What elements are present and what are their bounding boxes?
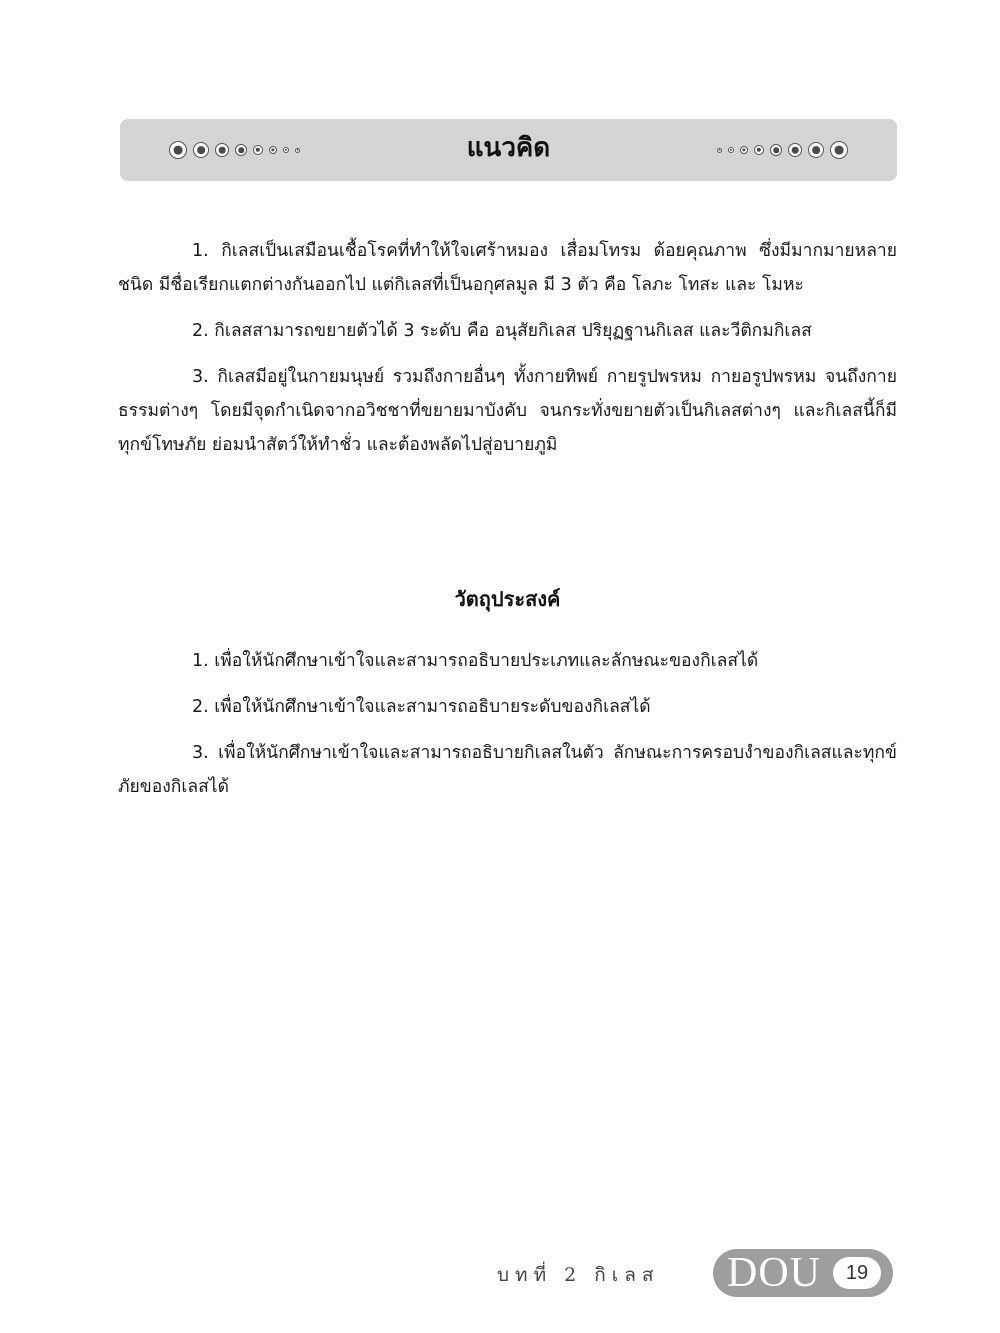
objectives-list xyxy=(118,644,897,804)
decorative-dots-right xyxy=(714,119,851,181)
section-header-bar xyxy=(120,119,897,181)
dot-icon xyxy=(808,142,824,158)
concepts-list xyxy=(118,234,897,462)
dot-icon xyxy=(770,144,782,156)
objective-item-3: 3. เพื่อให้นักศึกษาเข้าใจและสามารถอธิบายกิเลสในตัว ลักษณะการครอบงำของกิเลสและทุกข์ภัยของกิเลสได้ xyxy=(118,743,897,797)
section-title-objectives: วัตถุประสงค์ xyxy=(454,587,561,611)
dot-icon xyxy=(728,147,734,153)
dot-icon xyxy=(788,143,802,157)
concept-item-1: 1. กิเลสเป็นเสมือนเชื้อโรคที่ทำให้ใจเศร้าหมอง เสื่อมโทรม ด้อยคุณภาพ ซึ่งมีมากมายหลายชนิด มีชื่อเรียกแตกต่างกันออกไป แต่กิเลสที่เป็นอกุศลมูล มี 3 ตัว คือ โลภะ โทสะ และ โมหะ xyxy=(118,241,897,295)
dot-icon xyxy=(740,146,748,154)
dot-icon xyxy=(754,145,764,155)
section-title-concepts: แนวคิด xyxy=(466,133,551,163)
dou-logo: DOU xyxy=(727,1250,821,1296)
concept-item-3: 3. กิเลสมีอยู่ในกายมนุษย์ รวมถึงกายอื่นๆ ทั้งกายทิพย์ กายรูปพรหม กายอรูปพรหม จนถึงกายธรรมต่างๆ โดยมีจุดกำเนิดจากอวิชชาที่ขยายมาบังคับ จนกระทั่งขยายตัวเป็นกิเลสต่างๆ และกิเลสนี้ก็มีทุกข์โทษภัย ย่อมนำสัตว์ให้ทำชั่ว และต้องพลัดไปสู่อบายภูมิ xyxy=(118,367,897,455)
footer-chapter-label: บทที่ 2 กิเลส xyxy=(497,1264,660,1286)
dot-icon xyxy=(830,141,848,159)
footer-badge xyxy=(713,1249,893,1297)
dot-icon xyxy=(717,148,722,153)
concept-item-2: 2. กิเลสสามารถขยายตัวได้ 3 ระดับ คือ อนุสัยกิเลส ปริยุฏฐานกิเลส และวีติกมกิเลส xyxy=(192,321,812,341)
objective-item-1: 1. เพื่อให้นักศึกษาเข้าใจและสามารถอธิบายประเภทและลักษณะของกิเลสได้ xyxy=(192,651,759,671)
objective-item-2: 2. เพื่อให้นักศึกษาเข้าใจและสามารถอธิบายระดับของกิเลสได้ xyxy=(192,697,651,717)
page-number: 19 xyxy=(833,1257,881,1289)
